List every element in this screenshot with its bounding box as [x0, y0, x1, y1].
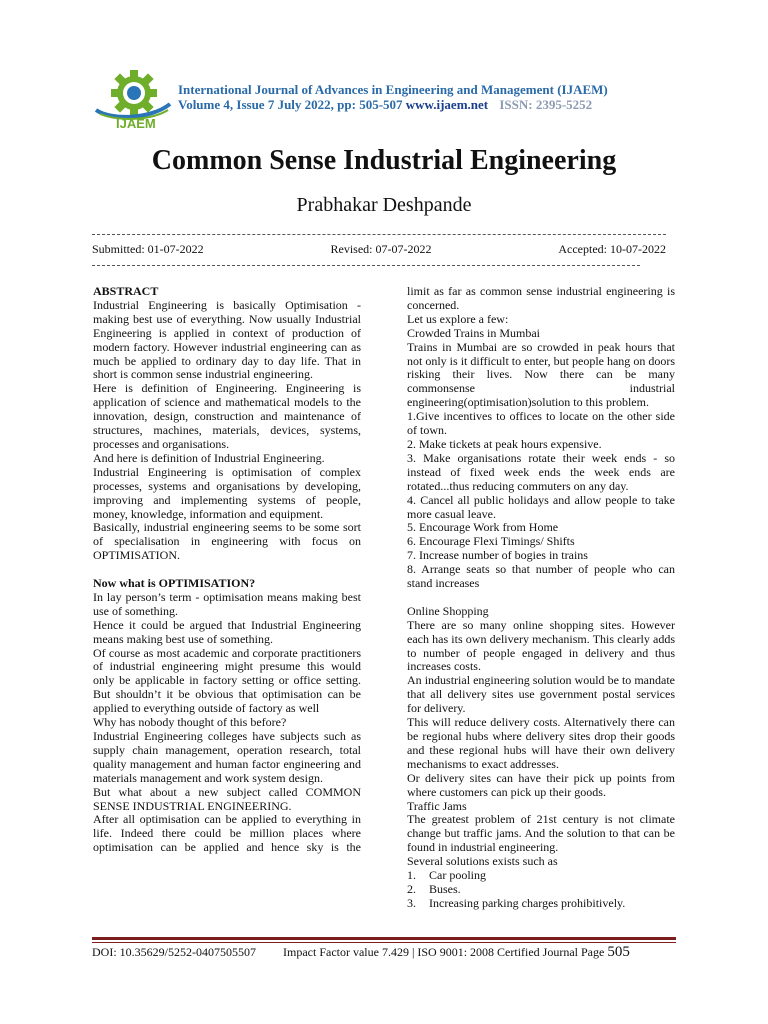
traffic-item-text: Buses.	[429, 881, 461, 896]
traffic-item-text: Increasing parking charges prohibitively.	[429, 895, 626, 910]
journal-logo	[90, 70, 176, 132]
train-item: 1.Give incentives to offices to locate on the other side of town.	[407, 409, 675, 438]
footer-rule-thick	[92, 937, 676, 940]
train-item: 4. Cancel all public holidays and allow people to take more casual leave.	[407, 492, 675, 521]
solutions-line: Several solutions exists such as	[407, 854, 558, 869]
journal-name: International Journal of Advances in Engineering and Management (IJAEM)	[178, 82, 608, 97]
traffic-item-number: 1.	[407, 868, 416, 883]
ie-definition-paragraph: Industrial Engineering is optimisation of complex processes, systems and organisations by developing, improving and implementing systems of people, money, knowledge, information and equipment.	[93, 464, 361, 521]
impact-factor: Impact Factor value 7.429 | ISO 9001: 2008 Certified Journal Page	[283, 945, 605, 959]
submission-dates	[92, 242, 666, 257]
argued-paragraph: Hence it could be argued that Industrial Engineering means making best use of something.	[93, 617, 361, 646]
abstract-heading: ABSTRACT	[93, 284, 159, 298]
dashed-divider-bottom	[92, 265, 640, 266]
explore-line: Let us explore a few:	[407, 311, 509, 326]
trains-heading: Crowded Trains in Mumbai	[407, 325, 541, 340]
limit-paragraph: limit as far as common sense industrial engineering is concerned.	[407, 284, 675, 312]
author-name: Prabhakar Deshpande	[296, 194, 472, 216]
shopping-heading: Online Shopping	[407, 603, 489, 618]
traffic-item-text: Car pooling	[429, 868, 486, 883]
doi: DOI: 10.35629/5252-0407505507	[92, 945, 256, 959]
colleges-paragraph: Industrial Engineering colleges have subjects such as supply chain management, operation research, total quality management and human factor engineering and materials management and work system design.	[93, 728, 361, 785]
train-item: 3. Make organisations rotate their week ends - so instead of fixed week ends the week ends are rotated...thus reducing commuters on any day.	[407, 450, 675, 493]
specialisation-paragraph: Basically, industrial engineering seems to be some sort of specialisation in engineering with focus on OPTIMISATION.	[93, 520, 361, 563]
abstract-paragraph: Industrial Engineering is basically Optimisation - making best use of everything. Now usually Industrial Engineering is applied in context of production of modern factory. However industrial engineering can as much be applied to ordinary day to day life. That in short is common sense industrial engineering.	[93, 297, 361, 382]
practitioners-paragraph: Of course as most academic and corporate practitioners of industrial engineering might presume this would only be applicable in factory setting or office setting. But shouldn’t it be obvious that optimisation can be applied to everything outside of factory as well	[93, 645, 361, 716]
train-item: 5. Encourage Work from Home	[407, 520, 559, 535]
new-subject-paragraph: But what about a new subject called COMMON SENSE INDUSTRIAL ENGINEERING.	[93, 784, 361, 813]
volume-info: Volume 4, Issue 7 July 2022, pp: 505-507	[178, 97, 403, 112]
postal-paragraph: An industrial engineering solution would be to mandate that all delivery sites use government postal services for delivery.	[407, 673, 675, 716]
lay-person-paragraph: In lay person’s term - optimisation means making best use of something.	[93, 589, 361, 618]
regional-hubs-paragraph: This will reduce delivery costs. Alternatively there can be regional hubs where delivery sites drop their goods and these regional hubs will have their own delivery mechanisms to exact addresses.	[407, 715, 675, 771]
why-nobody-paragraph: Why has nobody thought of this before?	[93, 715, 287, 730]
traffic-item	[407, 897, 675, 911]
dashed-divider-top	[92, 234, 666, 235]
train-item: 2. Make tickets at peak hours expensive.	[407, 436, 602, 451]
trains-paragraph: Trains in Mumbai are so crowded in peak hours that not only is it difficult to enter, but people hang on doors risking their lives. Now there can be many commonsense industrial engineering(optimisation)solution to this problem.	[407, 339, 675, 410]
train-item: 6. Encourage Flexi Timings/ Shifts	[407, 534, 575, 549]
revised-date: Revised: 07-07-2022	[330, 242, 432, 256]
traffic-heading: Traffic Jams	[407, 798, 467, 813]
engineering-definition-paragraph: Here is definition of Engineering. Engineering is application of science and mathematical models to the innovation, design, construction and maintenance of structures, machines, materials, devices, systems, processes and organisations.	[93, 381, 361, 451]
accepted-date: Accepted: 10-07-2022	[558, 242, 666, 256]
optimisation-heading: Now what is OPTIMISATION?	[93, 576, 256, 591]
train-item: 7. Increase number of bogies in trains	[407, 548, 588, 563]
page-number: 505	[607, 944, 630, 960]
pickup-paragraph: Or delivery sites can have their pick up points from where customers can pick up their goods.	[407, 770, 675, 799]
left-column	[93, 285, 361, 855]
logo-text: IJAEM	[116, 116, 156, 131]
shopping-paragraph: There are so many online shopping sites. However each has its own delivery mechanism. This clearly adds to number of people engaged in delivery and thus increases costs.	[407, 617, 675, 674]
traffic-paragraph: The greatest problem of 21st century is not climate change but traffic jams. And the solution to that can be found in industrial engineering.	[407, 812, 675, 855]
volume-info-line	[178, 97, 592, 113]
page-footer	[92, 944, 676, 961]
paper-title: Common Sense Industrial Engineering	[151, 145, 617, 176]
right-column	[407, 285, 675, 911]
traffic-item-number: 3.	[407, 895, 416, 910]
submitted-date: Submitted: 01-07-2022	[92, 242, 204, 256]
traffic-item	[407, 883, 675, 897]
issn: ISSN: 2395-5252	[499, 97, 593, 112]
footer-rule-thin	[92, 942, 676, 943]
train-item: 8. Arrange seats so that number of people who can stand increases	[407, 562, 675, 591]
after-all-paragraph: After all optimisation can be applied to everything in life. Indeed there could be million places where optimisation can be applied and hence sky is the	[93, 812, 361, 855]
journal-website-link[interactable]: www.ijaem.net	[405, 97, 489, 112]
traffic-item	[407, 869, 675, 883]
traffic-item-number: 2.	[407, 881, 416, 896]
ie-definition-intro: And here is definition of Industrial Engineering.	[93, 450, 325, 465]
